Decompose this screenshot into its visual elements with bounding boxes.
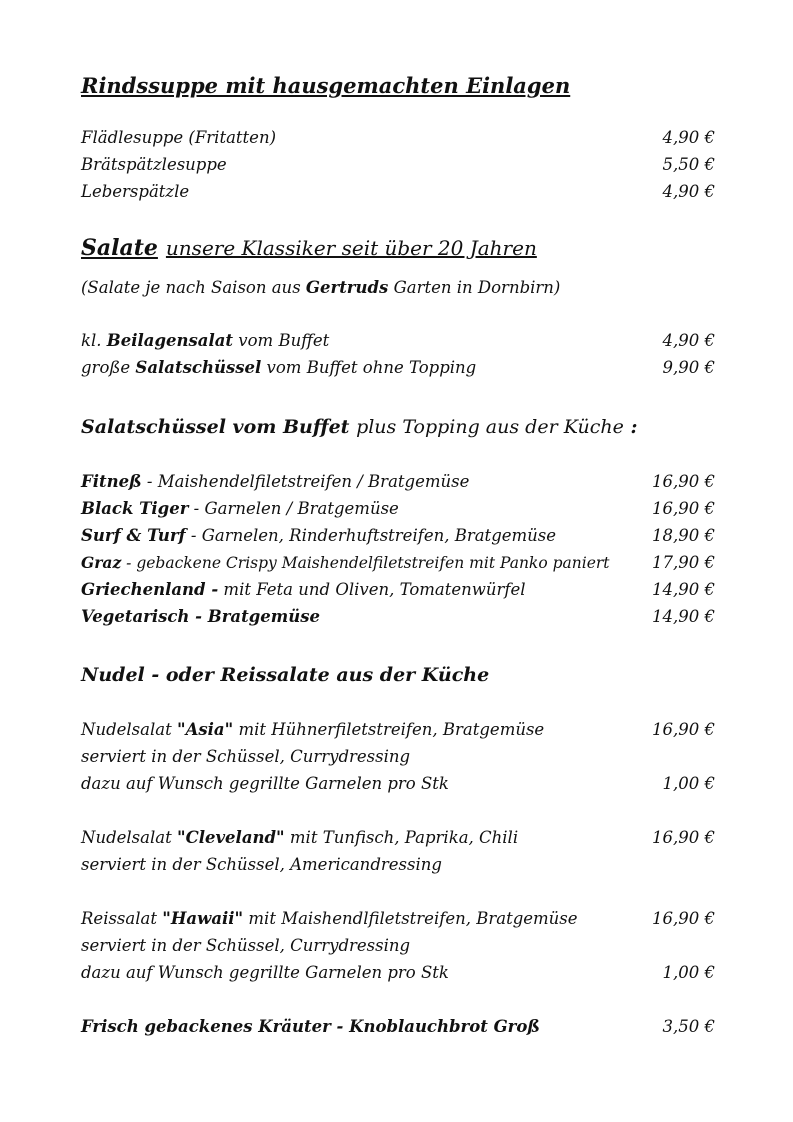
- menu-item-extra: [81, 774, 715, 798]
- item-desc: - Garnelen, Rinderhuftstreifen, Bratgemüse: [185, 526, 557, 545]
- menu-item-detail: [81, 747, 715, 771]
- item-prefix: Nudelsalat: [81, 720, 172, 739]
- item-price: 5,50 €: [662, 155, 715, 174]
- item-price: 3,50 €: [662, 1017, 715, 1036]
- item-name: Salatschüssel: [135, 358, 262, 377]
- item-price: 16,90 €: [652, 720, 715, 739]
- item-desc: serviert in der Schüssel, Currydressing: [81, 936, 411, 955]
- salads-title: Salate: [81, 235, 158, 261]
- menu-item: [81, 553, 715, 577]
- item-name: Leberspätzle: [81, 182, 190, 201]
- item-name: Black Tiger: [81, 499, 189, 518]
- menu-item: [81, 182, 715, 206]
- item-name: Vegetarisch - Bratgemüse: [81, 607, 320, 626]
- menu-item: [81, 526, 715, 550]
- menu-item: [81, 828, 715, 852]
- salads-note: [81, 278, 560, 297]
- menu-item: [81, 472, 715, 496]
- menu-item: [81, 499, 715, 523]
- item-prefix: kl.: [81, 331, 102, 350]
- menu-item: [81, 720, 715, 744]
- item-prefix: Nudelsalat: [81, 828, 172, 847]
- item-price: 16,90 €: [652, 472, 715, 491]
- item-price: 4,90 €: [662, 331, 715, 350]
- item-price: 16,90 €: [652, 828, 715, 847]
- item-desc: serviert in der Schüssel, Currydressing: [81, 747, 411, 766]
- item-name: "Cleveland": [176, 828, 285, 847]
- item-desc: mit Hühnerfiletstreifen, Bratgemüse: [238, 720, 545, 739]
- item-desc: serviert in der Schüssel, Americandressing: [81, 855, 442, 874]
- item-name: Griechenland -: [81, 580, 219, 599]
- item-desc: dazu auf Wunsch gegrillte Garnelen pro Stk: [81, 774, 449, 793]
- item-name: Flädlesuppe (Fritatten): [81, 128, 277, 147]
- item-price: 4,90 €: [662, 128, 715, 147]
- note-bold: Gertruds: [305, 278, 389, 297]
- item-name: Graz: [81, 553, 122, 572]
- item-price: 1,00 €: [662, 963, 715, 982]
- item-desc: vom Buffet ohne Topping: [266, 358, 477, 377]
- item-desc: mit Maishendlfiletstreifen, Bratgemüse: [248, 909, 578, 928]
- item-name: Brätspätzlesuppe: [81, 155, 227, 174]
- item-name: "Hawaii": [162, 909, 244, 928]
- salads-subtitle: unsere Klassiker seit über 20 Jahren: [165, 236, 537, 260]
- buffet-heading-normal: plus Topping aus der Küche: [356, 416, 624, 438]
- menu-item: [81, 1017, 715, 1041]
- note-text: (Salate je nach Saison aus: [81, 278, 301, 297]
- item-price: 17,90 €: [652, 553, 715, 572]
- item-desc: - Garnelen / Bratgemüse: [188, 499, 399, 518]
- menu-item-detail: [81, 936, 715, 960]
- item-prefix: Reissalat: [81, 909, 157, 928]
- menu-item: [81, 607, 715, 631]
- item-price: 14,90 €: [652, 607, 715, 626]
- menu-item: [81, 580, 715, 604]
- item-desc: mit Tunfisch, Paprika, Chili: [289, 828, 519, 847]
- menu-item: [81, 331, 715, 355]
- item-price: 1,00 €: [662, 774, 715, 793]
- menu-item-extra: [81, 963, 715, 987]
- menu-item: [81, 128, 715, 152]
- item-price: 16,90 €: [652, 909, 715, 928]
- item-price: 18,90 €: [652, 526, 715, 545]
- salads-heading: [81, 235, 537, 261]
- item-name: Beilagensalat: [106, 331, 234, 350]
- item-name: Surf & Turf: [81, 526, 186, 545]
- item-desc: dazu auf Wunsch gegrillte Garnelen pro Stk: [81, 963, 449, 982]
- soup-heading: Rindssuppe mit hausgemachten Einlagen: [81, 73, 571, 98]
- menu-item: [81, 909, 715, 933]
- item-desc: mit Feta und Oliven, Tomatenwürfel: [218, 580, 526, 599]
- note-text: Garten in Dornbirn): [393, 278, 561, 297]
- item-desc: - gebackene Crispy Maishendelfiletstreifen mit Panko paniert: [121, 554, 610, 572]
- item-price: 9,90 €: [662, 358, 715, 377]
- item-price: 4,90 €: [662, 182, 715, 201]
- item-prefix: große: [81, 358, 131, 377]
- buffet-heading-bold: Salatschüssel vom Buffet: [81, 416, 350, 438]
- item-name: "Asia": [176, 720, 234, 739]
- item-price: 14,90 €: [652, 580, 715, 599]
- noodles-heading: Nudel - oder Reissalate aus der Küche: [81, 664, 490, 686]
- buffet-heading-colon: :: [630, 416, 638, 438]
- buffet-heading: [81, 416, 637, 438]
- menu-item: [81, 358, 715, 382]
- item-desc: vom Buffet: [238, 331, 330, 350]
- menu-item: [81, 155, 715, 179]
- item-name: Frisch gebackenes Kräuter - Knoblauchbrot Groß: [81, 1017, 540, 1036]
- menu-item-detail: [81, 855, 715, 879]
- item-name: Fitneß: [81, 472, 142, 491]
- item-price: 16,90 €: [652, 499, 715, 518]
- item-desc: - Maishendelfiletstreifen / Bratgemüse: [141, 472, 470, 491]
